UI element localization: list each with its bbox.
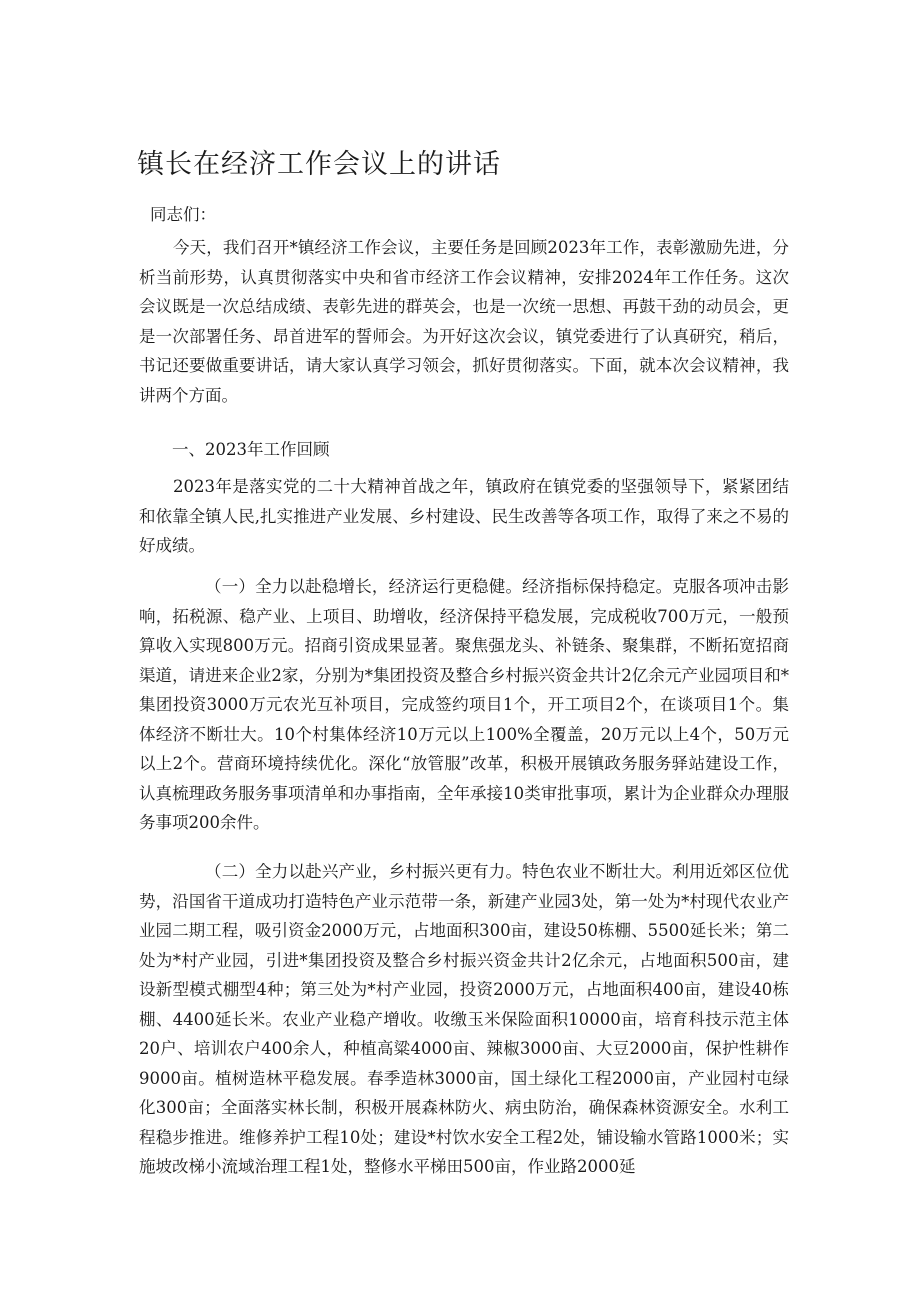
item-1-paragraph: （一）全力以赴稳增长，经济运行更稳健。经济指标保持稳定。克服各项冲击影响，拓税源、稳产业、上项目、助增收，经济保持平稳发展，完成税收700万元，一般预算收入实现800万元。招商引资成果显著。聚焦强龙头、补链条、聚集群，不断拓宽招商渠道，请进来企业2家，分别为*集团投资及整合乡村振兴资金共计2亿余元产业园项目和*集团投资3000万元农光互补项目，完成签约项目1个，开工项目2个，在谈项目1个。集体经济不断壮大。10个村集体经济10万元以上100%全覆盖，20万元以上4个，50万元以上2个。营商环境持续优化。深化“放管服”改革，积极开展镇政务服务驿站建设工作，认真梳理政务服务事项清单和办事指南，全年承接10类审批事项，累计为企业群众办理服务事项200余件。 bbox=[139, 577, 789, 832]
item-2-paragraph: （二）全力以赴兴产业，乡村振兴更有力。特色农业不断壮大。利用近郊区位优势，沿国省干道成功打造特色产业示范带一条，新建产业园3处，第一处为*村现代农业产业园二期工程，吸引资金2000万元，占地面积300亩，建设50栋棚、5500延长米；第二处为*村产业园，引进*集团投资及整合乡村振兴资金共计2亿余元，占地面积500亩，建设新型模式棚型4种；第三处为*村产业园，投资2000万元，占地面积400亩，建设40栋棚、4400延长米。农业产业稳产增收。收缴玉米保险面积10000亩，培育科技示范主体20户、培训农户400余人，种植高粱4000亩、辣椒3000亩、大豆2000亩，保护性耕作9000亩。植树造林平稳发展。春季造林3000亩，国土绿化工程2000亩，产业园村屯绿化300亩；全面落实林长制，积极开展森林防火、病虫防治，确保森林资源安全。水利工程稳步推进。维修养护工程10处；建设*村饮水安全工程2处，铺设输水管路1000米；实施坡改梯小流域治理工程1处，整修水平梯田500亩，作业路2000延 bbox=[139, 862, 789, 1176]
salutation: 同志们： bbox=[150, 205, 216, 224]
document-title: 镇长在经济工作会议上的讲话 bbox=[137, 149, 501, 180]
section-intro-paragraph: 2023年是落实党的二十大精神首战之年，镇政府在镇党委的坚强领导下，紧紧团结和依靠全镇人民,扎实推进产业发展、乡村建设、民生改善等各项工作，取得了来之不易的好成绩。 bbox=[139, 477, 789, 555]
intro-paragraph: 今天，我们召开*镇经济工作会议，主要任务是回顾2023年工作，表彰激励先进，分析当前形势，认真贯彻落实中央和省市经济工作会议精神，安排2024年工作任务。这次会议既是一次总结成绩、表彰先进的群英会，也是一次统一思想、再鼓干劲的动员会，更是一次部署任务、昂首进军的誓师会。为开好这次会议，镇党委进行了认真研究，稍后，书记还要做重要讲话，请大家认真学习领会，抓好贯彻落实。下面，就本次会议精神，我讲两个方面。 bbox=[139, 238, 789, 405]
section-heading-1: 一、2023年工作回顾 bbox=[172, 440, 330, 459]
